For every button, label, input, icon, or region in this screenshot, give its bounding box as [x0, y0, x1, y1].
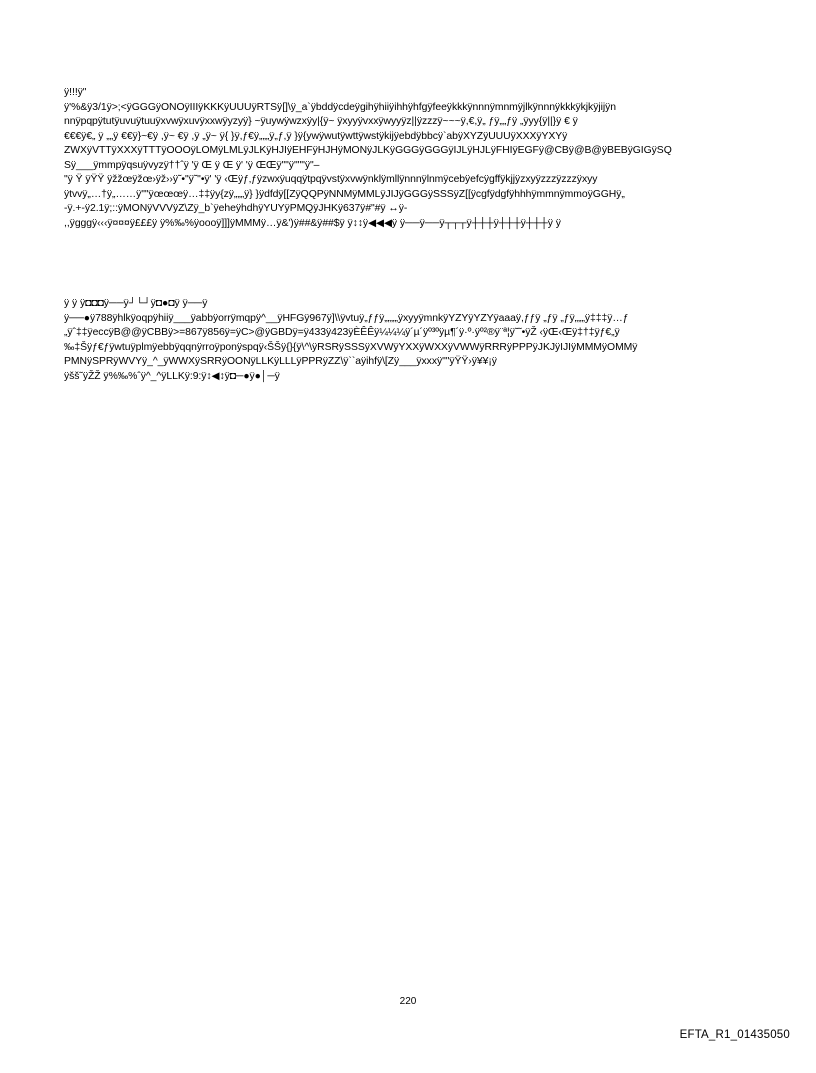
text-line: „ÿˆ‡‡ÿeccÿB@@ÿCBBÿ>=867ÿ856ÿ=ÿC>@ÿGBDÿ=ÿ433ÿ423ÿÈÊÊÿ¼¼¼ÿ´µ´ÿº³ºÿµ¶´ÿ·º·ÿº²®ÿ¨ª¦ÿ˜˜•ÿŽ ‹ÿŒ‹Œÿ‡†‡ÿƒ€„ÿ	[64, 327, 620, 338]
text-line: PMNÿSPRÿWVYÿ_^_ÿWWXÿSRRÿOONÿLLKÿLLLÿPPRÿZZ\ÿ``aÿihfÿ\[Zÿ___ÿxxxÿ""ÿŸŸ›ÿ¥¥¡ÿ	[64, 356, 497, 367]
text-line: €€€ÿ€„ ÿ „„ÿ €€ÿ}~€ÿ ,ÿ~ €ÿ ,ÿ „ÿ~ ÿ{ }ÿ,ƒ€ÿ„„„ÿ„ƒ,ÿ }ÿ{ywÿwutÿwttÿwstÿkijÿebdÿbbcÿ`abÿXYZÿUUUÿXXXÿYXYÿ	[64, 130, 568, 142]
text-line: ÿ!!!ÿ"	[64, 87, 87, 98]
garbled-text-block-1	[64, 86, 776, 231]
text-line: ÿšš˜ÿŽŽ ÿ%‰%ˆÿ^_^ÿLLKÿ:9:ÿ↕◀↕ÿ◘─●ÿ●│─ÿ	[64, 370, 280, 382]
text-line: nnÿpqpÿtutÿuvuÿtuuÿxvwÿxuvÿxxwÿyzyÿ} ~ÿuywÿwzxÿy|{ÿ~ ÿxyyÿvxxÿwyyÿz||ÿzzzÿ~~~ÿ,€,ÿ„ ƒÿ„„ƒÿ „ÿyy{ÿ||}ÿ € ÿ	[64, 116, 578, 127]
document-id: EFTA_R1_01435050	[679, 1029, 790, 1041]
text-line: ‰‡Šÿƒ€ƒÿwtuÿplmÿebbÿqqnÿrroÿponÿspqÿ‹ŠŠÿ{}{ÿ\^\ÿRSRÿSSSÿXVWÿYXXÿWXXÿVWWÿRRRÿPPPÿJKJÿIJIÿMMMÿOMMÿ	[64, 341, 638, 353]
text-line: -ÿ.+-ÿ2.1ÿ;::ÿMONÿVVVÿZ\Zÿ_b`ÿeheÿhdhÿYUYÿPMQÿJHKÿ637ÿ#"#ÿ ↔ÿ-	[64, 203, 408, 214]
text-line: Sÿ___ÿmmpÿqsuÿvyzÿ††ˆÿ 'ÿ Œ ÿ Œ ÿ' 'ÿ ŒŒÿ""ÿ"""ÿ"–	[64, 159, 320, 171]
text-line: ÿ'%&ÿ3/1ÿ>;<ÿGGGÿONOÿIIIÿKKKÿUUUÿRTSÿ[]\ÿ_a`ÿbddÿcdeÿgihÿhiiÿihhÿhfgÿfeeÿkkkÿnnnÿmnmÿjlkÿnnnÿkkkÿkjkÿjijÿn	[64, 101, 617, 113]
text-line: ÿ ÿ ÿ◘◘◘ÿ──ÿ┘└┘ÿ◘●◘ÿ ÿ──ÿ	[64, 298, 208, 309]
text-line: ,,ÿgggÿ‹‹‹ÿ¤¤¤ÿ£££ÿ ÿ%‰%ÿoooÿ]]]ÿMMMÿ…ÿ&')ÿ##&ÿ##$ÿ ÿ↕↕ÿ◀◀◀ÿ ÿ──ÿ──ÿ┬┬┬ÿ┼┼┼ÿ┼┼┼ÿ┼┼┼ÿ ÿ	[64, 217, 561, 229]
text-line: ZWXÿVTTÿXXXÿTTTÿOOOÿLOMÿLMLÿJLKÿHJIÿEHFÿHJHÿMONÿJLKÿGGGÿGGGÿIJLÿHJLÿFHIÿEGFÿ@CBÿ@B@ÿBEBÿGIGÿSQ	[64, 145, 672, 156]
garbled-text-block-2	[64, 297, 776, 384]
page-number: 220	[399, 996, 417, 1007]
text-line: ÿ──●ÿ788ÿhlkÿoqpÿhiiÿ___ÿabbÿorrÿmqpÿ^__ÿHFGÿ967ÿ]\\ÿvtuÿ„ƒƒÿ„„„„ÿxyyÿmnkÿYZYÿYZYÿaaaÿ,ƒƒÿ „ƒÿ „ƒÿ„„„ÿ‡‡‡ÿ…ƒ	[64, 312, 629, 324]
text-line: "ÿ Ÿ ÿŸŸ ÿžžœÿžœ›ÿž››ÿ˜•"ÿ˜"•ÿ' 'ÿ ‹Œÿƒ‚ƒÿzwxÿuqqÿtpqÿvstÿxvwÿnklÿmllÿnnnÿlnmÿcebÿefcÿgffÿkjjÿzxyÿzzzÿzzzÿxyy	[64, 174, 598, 185]
text-line: ÿtvvÿ„…†ÿ„……ÿ""ÿœœœÿ…‡‡ÿy{zÿ„„„ÿ} }ÿdfdÿ[[ZÿQQPÿNNMÿMMLÿJIJÿGGGÿSSSÿZ[[ÿcgfÿdgfÿhhhÿmmnÿmmoÿGGHÿ„	[64, 188, 625, 200]
